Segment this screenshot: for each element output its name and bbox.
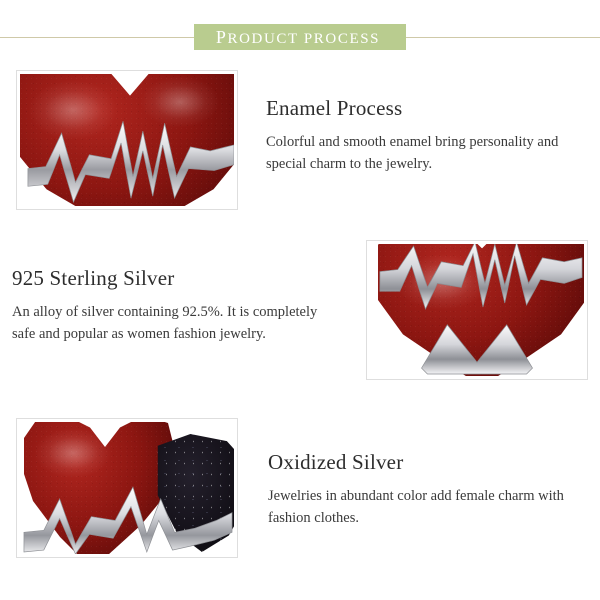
enamel-process-image-inner [20,74,234,206]
enamel-highlight [394,254,490,310]
page-title [194,24,406,50]
oxidized-silver-image [16,418,238,558]
enamel-process-text [238,70,586,175]
enamel-highlight-right [140,76,220,128]
sterling-silver-image [366,240,588,380]
process-row-enamel [16,70,586,210]
enamel-process-image [16,70,238,210]
sterling-silver-image-inner [370,244,584,376]
sterling-silver-body: An alloy of silver containing 92.5%. It is completely safe and popular as women fashion jewelry. [12,304,318,342]
process-row-sterling-silver [12,240,588,380]
oxidized-silver-image-inner [20,422,234,554]
sterling-silver-heading: 925 Sterling Silver [12,266,175,290]
enamel-highlight [34,428,112,478]
page-title-rest: RODUCT PROCESS [227,31,381,47]
enamel-process-body: Colorful and smooth enamel bring personality and special charm to the jewelry. [266,134,559,172]
header-rule-right [406,37,600,38]
oxidized-silver-heading: Oxidized Silver [268,450,404,474]
enamel-highlight-left [28,80,118,140]
header-rule-left [0,37,194,38]
process-row-oxidized-silver [16,418,588,558]
section-header [0,22,600,52]
oxidized-silver-body: Jewelries in abundant color add female charm with fashion clothes. [268,488,564,526]
oxidized-silver-text [238,418,588,529]
page-title-initial: P [215,27,228,47]
enamel-process-heading: Enamel Process [266,96,403,120]
sterling-silver-text [12,240,366,345]
